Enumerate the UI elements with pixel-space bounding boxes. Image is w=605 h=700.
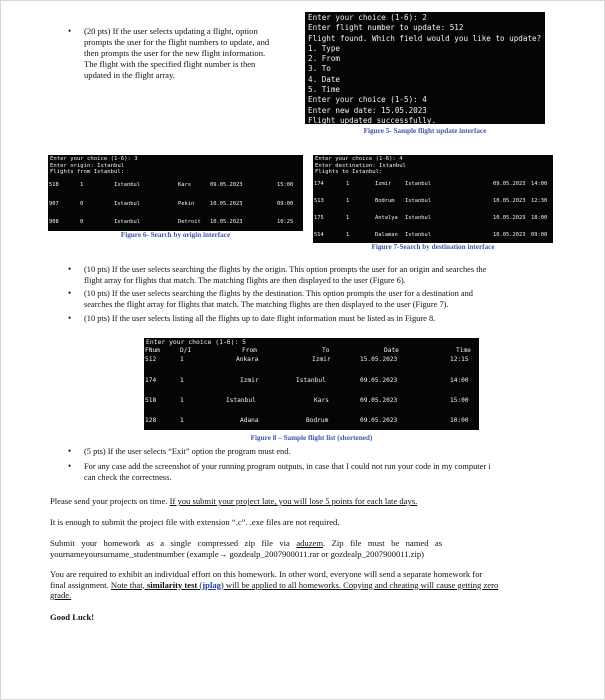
cell-date: 09.05.2023 [360, 417, 398, 424]
bullet-line: (10 pts) If the user selects searching the flights by the origin. This option prompts the user for an origin and searches the [84, 265, 487, 274]
cell-type: 1 [346, 198, 350, 204]
cell-to: Detroit [178, 219, 201, 225]
good-luck: Good Luck! [50, 612, 95, 622]
cell-time: 09:00 [531, 232, 548, 238]
bullet-line: can check the correctness. [84, 473, 172, 482]
submit-line-1 [50, 538, 560, 549]
cell-time: 10:25 [277, 219, 294, 225]
cell-to: Pekin [178, 201, 195, 207]
cell-type: 1 [80, 182, 84, 188]
effort-line-3: grade. [50, 590, 72, 600]
cell-num: 908 [49, 219, 59, 225]
cell-type: 0 [80, 201, 84, 207]
bullet-search-destination [68, 288, 554, 310]
cell-time: 09:00 [277, 201, 294, 207]
effort-line-1: You are required to exhibit an individual effort on this homework. In other word, everyone will send a separate homework for [50, 569, 483, 579]
terminal-line: 2. From [308, 54, 341, 64]
cell-to: Istanbul [405, 198, 431, 204]
cell-num: 518 [145, 397, 157, 404]
terminal-line: Flights from Istanbul: [50, 169, 125, 176]
bullet-line: (10 pts) If the user selects listing all the flights up to date flight information must be listed as in Figure 8. [84, 314, 436, 323]
fig8-caption: Figure 8 – Sample flight list (shortened) [250, 434, 373, 442]
cell-time: 15:00 [450, 397, 469, 404]
bullet-dot: • [68, 313, 72, 323]
cell-from: Istanbul [114, 182, 140, 188]
bullet-dot: • [68, 264, 72, 274]
bullet-update-line: prompts the user for the flight numbers to update, and [84, 37, 270, 47]
cell-date: 10.05.2023 [493, 215, 526, 221]
cell-type: 0 [80, 219, 84, 225]
fig6-caption: Figure 6- Search by origin interface [120, 231, 231, 239]
table-row [313, 198, 553, 209]
bullet-update-line: then prompts the user for the new flight information. [84, 48, 266, 58]
cell-type: 1 [346, 215, 350, 221]
cell-to: Istanbul [405, 181, 431, 187]
bullet-update-line: The flight with the specified flight number is then [84, 59, 256, 69]
cell-from: Istanbul [226, 397, 256, 404]
enough-paragraph: It is enough to submit the project file with extension “.c”. .exe files are not required. [50, 517, 340, 527]
cell-num: 518 [49, 182, 59, 188]
cell-from: Ankara [236, 356, 259, 363]
cell-num: 512 [145, 356, 157, 363]
cell-from: Dalaman [375, 232, 398, 238]
table-row [313, 232, 553, 243]
aduzem-link[interactable]: aduzem [296, 538, 324, 548]
cell-from: Istanbul [114, 219, 140, 225]
terminal-line: Enter destination: Istanbul [315, 162, 406, 169]
bullet-line: (5 pts) If the user selects “Exit” option the program must end. [84, 447, 291, 456]
terminal-line: 4. Date [308, 74, 341, 84]
cell-to: Kars [178, 182, 191, 188]
bullet-line: flight array for flights that match. The matching flights are then displayed to the user (Figure 6). [84, 276, 406, 285]
bullet-list-all [68, 313, 554, 324]
cell-date: 09.05.2023 [360, 377, 398, 384]
effort-note: Note that, [110, 579, 147, 590]
cell-type: 1 [180, 397, 184, 404]
terminal-line: Enter your choice (1-5): 4 [308, 95, 427, 105]
bullet-dot: • [68, 288, 72, 298]
cell-from: Izmir [240, 377, 259, 384]
effort-note: ) will be applied to all homeworks. Copying and cheating will cause getting zero [220, 579, 499, 590]
cell-date: 09.05.2023 [360, 397, 398, 404]
cell-from: Antalya [375, 215, 398, 221]
bullet-line: searches the flight array for flights that match. The matching flights are then displayed to the user (Figure 7). [84, 300, 449, 309]
cell-type: 1 [346, 181, 350, 187]
cell-date: 10.05.2023 [493, 232, 526, 238]
cell-date: 09.05.2023 [210, 182, 243, 188]
col-date: Date [384, 347, 399, 354]
bullet-line: (10 pts) If the user selects searching the flights by the destination. This option prompts the user for a destination and [84, 289, 473, 298]
terminal-line: Enter your choice (1-6): 3 [50, 156, 138, 162]
cell-from: Bodrum [375, 198, 395, 204]
cell-time: 12:15 [450, 356, 469, 363]
cell-time: 18:00 [531, 215, 548, 221]
col-num: FNum [145, 347, 160, 354]
cell-num: 174 [314, 181, 324, 187]
bullet-line: For any case add the screenshot of your running program outputs, in case that I could not run your code in my computer i [84, 462, 491, 471]
terminal-line: Flight found. Which field would you like to update? [308, 33, 542, 43]
bullet-dot: • [68, 446, 72, 456]
fig7-caption: Figure 7-Search by destination interface [371, 243, 495, 251]
cell-to: Istanbul [405, 215, 431, 221]
cell-num: 174 [145, 377, 157, 384]
bullet-dot: • [68, 461, 72, 471]
terminal-line: Enter your choice (1-6): 5 [146, 338, 247, 346]
cell-to: Bodrum [306, 417, 329, 424]
cell-num: 907 [49, 201, 59, 207]
cell-from: Izmir [375, 181, 392, 187]
table-row [48, 201, 303, 212]
terminal-line: Flight updated successfully. [308, 115, 437, 124]
cell-time: 15:00 [277, 182, 294, 188]
table-row [313, 215, 553, 226]
cell-to: Istanbul [296, 377, 326, 384]
bullet-update-line: (20 pts) If the user selects updating a flight, option [84, 26, 258, 36]
submit-line-2: yournameyoursurname_studentnumber (example→ gozdealp_2007900011.rar or gozdealp_2007900011.zip) [50, 548, 425, 559]
cell-to: Izmir [312, 356, 331, 363]
bullet-update [68, 26, 299, 81]
table-row [144, 377, 479, 388]
effort-line-2 [50, 580, 560, 591]
cell-num: 514 [314, 232, 324, 238]
submit-text: Submit your homework as a single compressed zip file via [50, 538, 297, 548]
col-type: D/I [180, 347, 192, 354]
terminal-line: Flights to Istanbul: [315, 169, 383, 176]
table-row [48, 219, 303, 230]
cell-type: 1 [180, 356, 184, 363]
fig5-caption: Figure 5- Sample flight update interface [363, 127, 487, 135]
cell-date: 10.05.2023 [210, 201, 243, 207]
cell-type: 1 [346, 232, 350, 238]
bullet-screenshot [68, 461, 559, 483]
submit-paragraph [50, 538, 560, 559]
bullet-search-origin [68, 264, 554, 286]
effort-text: final assignment. [50, 579, 111, 590]
cell-date: 10.05.2023 [493, 198, 526, 204]
fig6-terminal [48, 155, 303, 231]
table-row [48, 182, 303, 193]
col-to: To [322, 347, 330, 354]
cell-num: 175 [314, 215, 324, 221]
cell-time: 12:30 [531, 198, 548, 204]
cell-time: 14:00 [531, 181, 548, 187]
cell-to: Kars [314, 397, 329, 404]
fig8-terminal [144, 338, 479, 430]
effort-paragraph [50, 569, 560, 601]
cell-time: 14:00 [450, 377, 469, 384]
effort-note: ( [197, 579, 203, 590]
terminal-line: Enter origin: Istanbul [50, 162, 125, 169]
cell-num: 128 [145, 417, 157, 424]
fig7-terminal [313, 155, 553, 243]
col-from: From [242, 347, 257, 354]
submit-text: . Zip file must be named as [323, 538, 443, 548]
cell-time: 10:00 [450, 417, 469, 424]
col-time: Time [456, 347, 471, 354]
cell-date: 09.05.2023 [493, 181, 526, 187]
table-header [144, 347, 479, 355]
send-paragraph [50, 496, 560, 507]
terminal-line: 1. Type [308, 43, 341, 53]
jplag-link[interactable]: jplag [202, 579, 221, 590]
terminal-line: Enter your choice (1-6): 4 [315, 156, 403, 162]
cell-num: 513 [314, 198, 324, 204]
bullet-dot: • [68, 26, 72, 36]
cell-from: Istanbul [114, 201, 140, 207]
cell-to: Istanbul [405, 232, 431, 238]
cell-type: 1 [180, 377, 184, 384]
table-row [144, 397, 479, 408]
table-row [144, 356, 479, 367]
terminal-line: Enter your choice (1-6): 2 [308, 13, 427, 22]
table-row [313, 181, 553, 192]
late-warning: If you submit your project late, you will lose 5 points for each late days. [169, 496, 418, 506]
terminal-line: Enter flight number to update: 512 [308, 23, 464, 33]
bullet-update-line: updated in the flight array. [84, 70, 175, 80]
similarity-test: similarity test [146, 579, 198, 590]
cell-from: Adana [240, 417, 259, 424]
bullet-exit [68, 446, 554, 457]
terminal-line: Enter new date: 15.05.2023 [308, 105, 427, 115]
send-prefix: Please send your projects on time. [50, 496, 170, 506]
fig5-terminal [305, 12, 545, 124]
cell-date: 10.05.2023 [210, 219, 243, 225]
cell-type: 1 [180, 417, 184, 424]
cell-date: 15.05.2023 [360, 356, 398, 363]
terminal-line: 5. Time [308, 85, 341, 95]
terminal-line: 3. To [308, 64, 331, 74]
table-row [144, 417, 479, 428]
